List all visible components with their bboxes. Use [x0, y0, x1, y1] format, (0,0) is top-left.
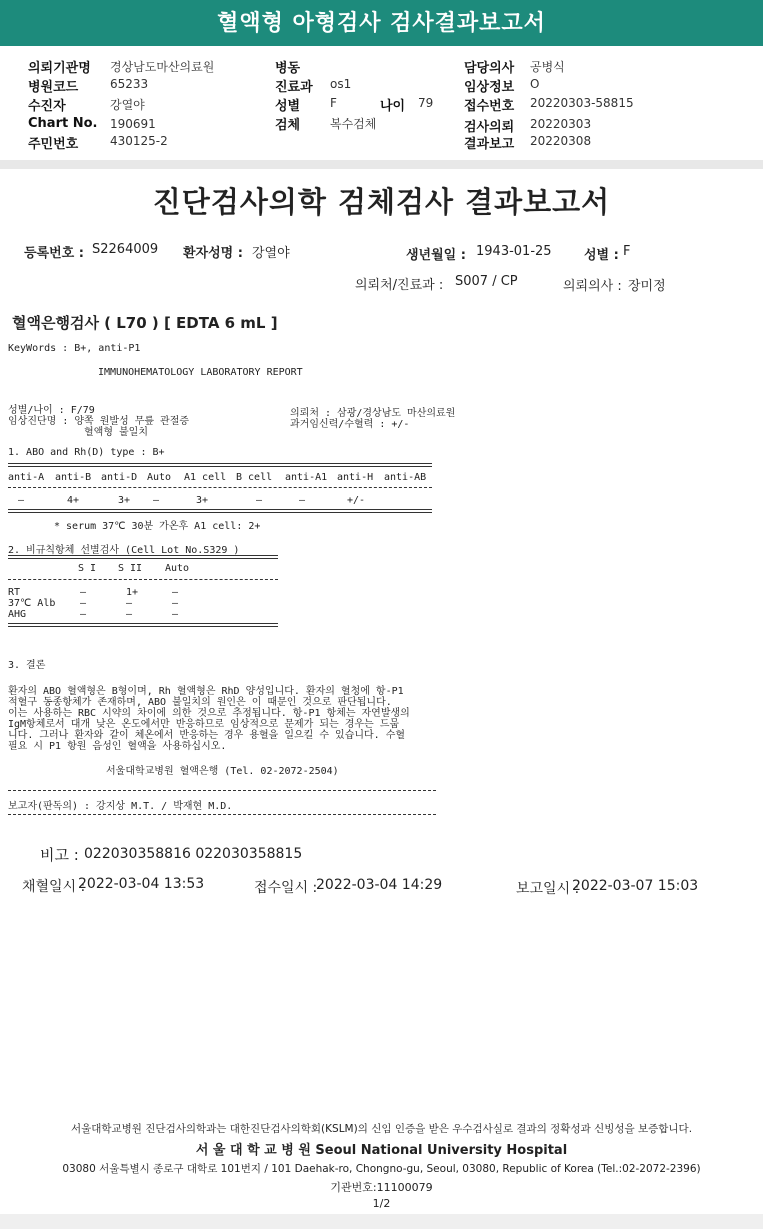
resident-no-label: 주민번호 — [28, 137, 79, 152]
conclusion-line: 필요 시 P1 항원 음성인 혈액을 사용하십시오. — [8, 741, 227, 752]
hospital-address: 03080 서울특별시 종로구 대학로 101번지 / 101 Daehak-ro, Chongno-gu, Seoul, 03080, Republic of Korea (Tel.:02-2072-2396) — [62, 1163, 701, 1175]
sex-age: 성별/나이 : F/79 — [8, 405, 95, 416]
bottom-bar — [0, 1214, 763, 1229]
hospital-name-label: 의뢰기관명 — [28, 61, 91, 76]
page-number: 1/2 — [372, 1197, 391, 1210]
report-time-value: 2022-03-07 15:03 — [572, 878, 699, 894]
conclusion-line: 적혈구 동종항체가 존재하며, ABO 불일치의 원인은 이 때문인 것으로 판단됩니다. — [8, 697, 392, 708]
abo-header-cell: anti-AB — [384, 472, 427, 483]
specimen-label: 검체 — [275, 118, 301, 133]
pregnancy-transfusion-history: 과거임신력/수혈력 : +/- — [290, 419, 410, 430]
screen-cell: 1+ — [126, 587, 139, 598]
result-report-label: 결과보고 — [464, 137, 515, 152]
referrer: 의뢰처 : 삼광/경상남도 마산의료원 — [290, 408, 456, 419]
patient-label: 수진자 — [28, 99, 66, 114]
abo-table-top-rule — [8, 463, 432, 467]
request-info-header — [0, 46, 763, 160]
result-report-value: 20220308 — [530, 134, 592, 148]
resident-no-value: 430125-2 — [110, 134, 168, 148]
abo-header-cell: B cell — [236, 472, 273, 483]
receipt-no-label: 접수번호 — [464, 99, 515, 114]
conclusion-line: 이는 사용하는 RBC 시약의 차이에 의한 것으로 추정됩니다. 항-P1 항체는 자연발생의 — [8, 708, 410, 719]
patient-value: 강열야 — [110, 98, 145, 112]
hospital-name: 서 울 대 학 교 병 원 Seoul National University Hospital — [195, 1143, 568, 1158]
reporter-top-rule — [8, 790, 436, 791]
patient-name-value: 강열야 — [252, 246, 290, 261]
abo-value-cell: – — [18, 495, 25, 506]
screen-cell: – — [80, 587, 87, 598]
screen-table-mid-rule — [8, 579, 278, 580]
screen-header-cell: S II — [118, 563, 143, 574]
department-label: 진료과 — [275, 80, 313, 95]
chart-no-label: Chart No. — [28, 116, 98, 131]
blood-bank-contact: 서울대학교병원 혈액은행 (Tel. 02-2072-2504) — [106, 766, 339, 777]
screen-row-name: RT — [8, 587, 21, 598]
report-title: 진단검사의학 검체검사 결과보고서 — [152, 185, 611, 219]
institution-number: 기관번호:11100079 — [330, 1181, 433, 1194]
screen-cell: – — [172, 609, 179, 620]
clinical-info-value: O — [530, 77, 540, 91]
screen-cell: – — [126, 598, 133, 609]
hospital-code-label: 병원코드 — [28, 80, 79, 95]
abo-header-cell: anti-D — [101, 472, 138, 483]
patient-name-label: 환자성명 : — [183, 246, 243, 261]
receipt-time-label: 접수일시 : — [254, 880, 318, 896]
abo-value-cell: – — [299, 495, 306, 506]
dept-label: 의뢰처/진료과 : — [355, 278, 444, 293]
screen-cell: – — [80, 609, 87, 620]
dob-value: 1943-01-25 — [476, 244, 552, 259]
attending-doctor-value: 공병식 — [530, 60, 565, 74]
clinical-diagnosis-2: 혈액형 불일치 — [84, 427, 148, 438]
section-divider — [0, 160, 763, 169]
conclusion-line: 니다. 그러나 환자와 같이 체온에서 반응하는 경우 용혈을 일으킬 수 있습니다. 수혈 — [8, 730, 406, 741]
abo-value-cell: +/- — [347, 495, 366, 506]
reporter: 보고자(판독의) : 강지상 M.T. / 박재현 M.D. — [8, 801, 233, 812]
ward-label: 병동 — [275, 61, 301, 76]
abo-value-cell: – — [256, 495, 263, 506]
certification-statement: 서울대학교병원 진단검사의학과는 대한진단검사의학회(KSLM)의 신임 인증을 받은 우수검사실로 결과의 정확성과 신빙성을 보증합니다. — [70, 1123, 693, 1135]
receipt-time-value: 2022-03-04 14:29 — [316, 877, 443, 893]
reg-no-label: 등록번호 : — [24, 246, 84, 261]
test-request-value: 20220303 — [530, 117, 592, 131]
chart-no-value: 190691 — [110, 117, 156, 131]
screen-row-name: 37℃ Alb — [8, 598, 56, 609]
reg-no-value: S2264009 — [92, 242, 159, 257]
abo-value-cell: 4+ — [67, 495, 80, 506]
abo-table-bottom-rule — [8, 509, 432, 513]
dept-value: S007 / CP — [455, 274, 518, 289]
conclusion-line: IgM항체로서 대개 낮은 온도에서만 반응하므로 임상적으로 문제가 되는 경우는 드뭅 — [8, 719, 400, 730]
abo-value-cell: 3+ — [196, 495, 209, 506]
abo-header-cell: anti-B — [55, 472, 92, 483]
banner-title: 혈액형 아형검사 검사결과보고서 — [217, 11, 546, 36]
abo-header-cell: A1 cell — [184, 472, 227, 483]
clinical-info-label: 임상정보 — [464, 80, 515, 95]
abo-table-mid-rule — [8, 487, 432, 488]
report-sex-label: 성별 : — [584, 248, 619, 263]
receipt-no-value: 20220303-58815 — [530, 96, 634, 110]
remarks-value: 022030358816 022030358815 — [84, 846, 303, 862]
request-doctor-value: 장미정 — [628, 279, 666, 294]
abo-header-cell: anti-A1 — [285, 472, 328, 483]
abo-title: 1. ABO and Rh(D) type : B+ — [8, 447, 165, 458]
abo-header-cell: Auto — [147, 472, 172, 483]
antibody-screen-title: 2. 비규칙항체 선별검사 (Cell Lot No.S329 ) — [8, 545, 240, 556]
age-value: 79 — [418, 96, 434, 110]
attending-doctor-label: 담당의사 — [464, 61, 515, 76]
screen-cell: – — [80, 598, 87, 609]
abo-header-cell: anti-H — [337, 472, 374, 483]
abo-header-cell: anti-A — [8, 472, 45, 483]
screen-table-bottom-rule — [8, 623, 278, 627]
conclusion-title: 3. 결론 — [8, 660, 46, 671]
abo-note: * serum 37℃ 30분 가온후 A1 cell: 2+ — [54, 521, 261, 532]
screen-row-name: AHG — [8, 609, 27, 620]
screen-cell: – — [172, 598, 179, 609]
hospital-name-value: 경상남도마산의료원 — [110, 60, 215, 74]
abo-value-cell: 3+ — [118, 495, 131, 506]
abo-value-cell: – — [153, 495, 160, 506]
sex-value: F — [330, 96, 337, 110]
screen-cell: – — [172, 587, 179, 598]
keywords: KeyWords : B+, anti-P1 — [8, 343, 141, 354]
collection-time-label: 채혈일시 : — [22, 879, 86, 895]
dob-label: 생년월일 : — [406, 248, 466, 263]
screen-header-cell: Auto — [165, 563, 190, 574]
age-label: 나이 — [380, 99, 406, 114]
screen-cell: – — [126, 609, 133, 620]
test-request-label: 검사의뢰 — [464, 120, 515, 135]
test-section-title: 혈액은행검사 ( L70 ) [ EDTA 6 mL ] — [12, 314, 278, 332]
hospital-code-value: 65233 — [110, 77, 149, 91]
specimen-value: 복수검체 — [330, 117, 377, 131]
report-time-label: 보고일시 : — [516, 881, 580, 897]
remarks-label: 비고 : — [40, 846, 79, 864]
request-doctor-label: 의뢰의사 : — [563, 279, 622, 294]
sex-label: 성별 — [275, 99, 301, 114]
report-banner — [0, 0, 763, 46]
reporter-bottom-rule — [8, 814, 436, 815]
screen-table-top-rule — [8, 555, 278, 559]
screen-header-cell: S I — [78, 563, 97, 574]
collection-time-value: 2022-03-04 13:53 — [78, 876, 205, 892]
department-value: os1 — [330, 77, 352, 91]
conclusion-line: 환자의 ABO 혈액형은 B형이며, Rh 혈액형은 RhD 양성입니다. 환자의 혈청에 항-P1 — [8, 686, 404, 697]
report-sex-value: F — [623, 244, 631, 259]
clinical-diagnosis: 임상진단명 : 양쪽 원발성 무릎 관절증 — [8, 416, 190, 427]
lab-report-title: IMMUNOHEMATOLOGY LABORATORY REPORT — [98, 367, 303, 378]
